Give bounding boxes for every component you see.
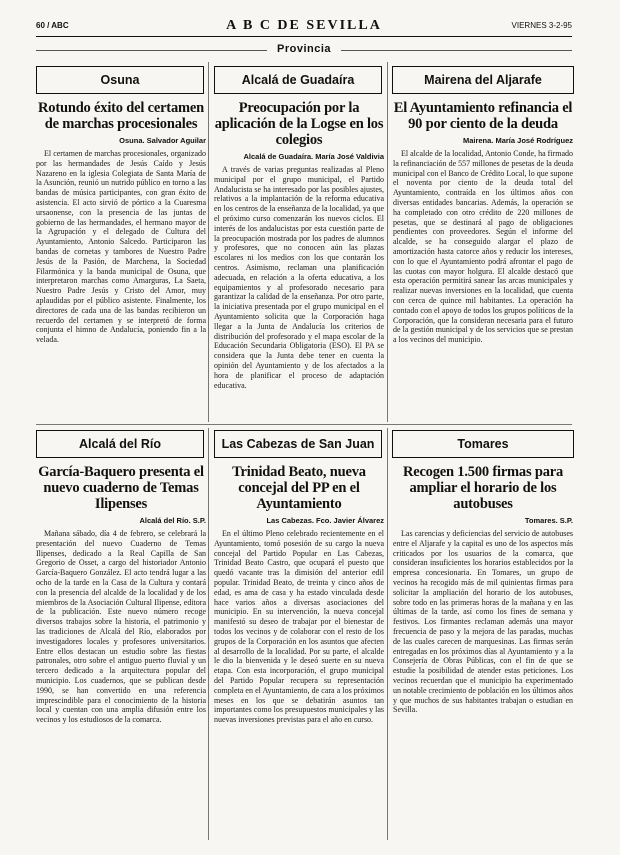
town-label-tomares: Tomares [392,430,574,458]
headline: El Ayuntamiento refinancia el 90 por ciento de la deuda [393,100,573,132]
byline: Tomares. S.P. [524,516,573,525]
article-tomares [393,464,573,838]
header-rule [36,36,572,37]
article-body: Las carencias y deficiencias del servicio de autobuses entre el Aljarafe y la capital es uno de los aspectos más criticados por los usuarios de la comarca, que consideran insuficientes los horarios establecidos por la empresa concesionaria. En Tomares, un grupo de vecinos ha recogido más de mil quinientas firmas para solicitar la ampliación del horario de los autobuses, sobre todo en las primeras horas de la mañana y en las últimas de la tarde, así como los fines de semana y festivos. Los firmantes reclaman además una mayor frecuencia de paso y la mejora de las paradas, muchas de las cuales carecen de marquesinas. Las firmas serán entregadas en los próximos días al Ayuntamiento y a la Consejería de Obras Públicas, con el fin de que se estudie la posibilidad de atender estas peticiones. Los vecinos recuerdan que el municipio ha experimentado un notable crecimiento de población en los últimos años y que muchos de sus habitantes trabajan o estudian en Sevilla. [393,529,573,715]
article-mairena [393,100,573,418]
article-body: A través de varias preguntas realizadas al Pleno municipal por el grupo municipal, el Partido Andalucista se ha interesado por las posibles ajustes, relativos a la implantación de la reforma educativa en los centros de la enseñanza de la localidad, ya que el próximo curso comenzarán los nuevos ciclos. El interés de los andalucistas por esta cuestión parte de la preocupación mostrada por los padres de alumnos y profesores, que no conocen aún las plazas escolares ni los medios con los que contarán los centros. Asimismo, reclaman una planificación adecuada, en relación a la oferta educativa, a los equipamientos y al profesorado necesario para garantizar la calidad de la enseñanza. Por otro parte, la iniciativa presentada por el grupo municipal en el Ayuntamiento solicita que la Corporación haga llegar a la Junta de Andalucía los criterios de distribución del profesorado y el mapa escolar de la Educación Secundaria Obligatoria (ESO). El PA se considera que la Junta debe tener en cuenta la opinión del Ayuntamiento y de los afectados a la hora de planificar el proceso de adaptación educativa. [214,165,384,390]
headline: Preocupación por la aplicación de la Logse en los colegios [214,100,384,148]
column-rule [208,428,209,840]
column-rule [387,62,388,422]
column-rule [387,428,388,840]
article-las-cabezas [214,464,384,838]
headline: Recogen 1.500 firmas para ampliar el horario de los autobuses [402,464,564,512]
byline: Las Cabezas. Fco. Javier Álvarez [266,516,384,525]
town-label-las-cabezas: Las Cabezas de San Juan [214,430,382,458]
page-number: 60 / ABC [36,21,69,30]
column-rule [208,62,209,422]
section-title: Provincia [36,43,572,55]
town-label-alcala-rio: Alcalá del Río [36,430,204,458]
byline: Mairena. María José Rodríguez [462,136,573,145]
article-body: El alcalde de la localidad, Antonio Conde, ha firmado la refinanciación de 557 millones de pesetas de la deuda municipal con el Banco de Crédito Local, lo que supone el noventa por ciento de la deuda total del Ayuntamiento, contraída en los últimos años con diversas entidades bancarias. Además, la operación se ha completado con otro crédito de 220 millones de pesetas, que se destinará al pago de obligaciones pendientes con proveedores. Según el informe del alcalde, se ha conseguido alargar el plazo de amortización hasta catorce años y reducir los intereses, con lo que el Ayuntamiento podrá afrontar el pago de las cuotas con mayor holgura. El alcalde destacó que esta operación permitirá sanear las arcas municipales y realizar nuevas inversiones en la localidad, que cuenta con cerca de quince mil habitantes. La operación ha contado con el apoyo de todos los grupos políticos de la Corporación, que la consideran necesaria para el futuro de la gestión municipal y de los servicios que se prestan a los vecinos del municipio. [393,149,573,345]
article-body: En el último Pleno celebrado recientemente en el Ayuntamiento, tomó posesión de su cargo la nueva concejal del Partido Popular en Las Cabezas, Trinidad Beato Castro, que ocupará el puesto que quedó vacante tras la dimisión del anterior edil popular. Trinidad Beato, de treinta y cinco años de edad, es ama de casa y ha estado vinculada desde hace varios años a diversas asociaciones del municipio. En su intervención, la nueva concejal manifestó su deseo de trabajar por el bienestar de todos los vecinos y de colaborar con el resto de los grupos de la Corporación en los asuntos que afecten al desarrollo de la localidad. Por su parte, el alcalde le dio la bienvenida y le deseó suerte en su nueva etapa. Con esta incorporación, el grupo municipal del Partido Popular recupera su representación completa en el Ayuntamiento, de cara a los próximos meses en los que se debatirán asuntos tan importantes como los presupuestos municipales y las nuevas inversiones previstas para el año en curso. [214,529,384,725]
masthead: A B C DE SEVILLA [226,18,382,33]
article-osuna [36,100,206,418]
headline: Trinidad Beato, nueva concejal del PP en el Ayuntamiento [232,464,366,512]
issue-date: VIERNES 3-2-95 [511,21,572,30]
byline: Osuna. Salvador Aguilar [119,136,206,145]
article-body: Mañana sábado, día 4 de febrero, se celebrará la presentación del nuevo Cuaderno de Temas Ilipenses, dedicado a la Real Capilla de San Gregorio de Osset, a cargo del historiador Antonio García-Baquero González. El acto tendrá lugar a las ocho de la tarde en la Casa de la Cultura y contará con la presencia del alcalde de la localidad y de los miembros de la Asociación Cultural Ilipense, editora de la publicación. Este nuevo número recoge diversos trabajos sobre la historia, el patrimonio y las tradiciones de Alcalá del Río, elaborados por investigadores locales y profesores universitarios. Entre ellos destacan un estudio sobre las fiestas patronales, otro sobre el antiguo puerto fluvial y un tercero dedicado a la arquitectura popular del municipio. Los cuadernos, que se publican desde 1990, se han convertido en una referencia imprescindible para el conocimiento de la historia local y cuentan con una amplia difusión entre los vecinos y los estudiosos de la comarca. [36,529,206,725]
byline: Alcalá de Guadaíra. María José Valdivia [243,152,384,161]
byline: Alcalá del Río. S.P. [139,516,206,525]
article-body: El certamen de marchas procesionales, organizado por las hermandades de Jesús Caído y Jesús Nazareno en la iglesia Colegiata de Santa María de la Asunción, reunió un nutrido público en torno a las bandas de música participantes, con gran éxito de asistencia. El acto sirvió de pórtico a la Cuaresma ursaonense, con la presencia de las juntas de gobierno de las hermandades, el hermano mayor de la Agrupación y el delegado de Cultura del Ayuntamiento, Antonio Salcedo. Participaron las bandas de cornetas y tambores de Nuestro Padre Jesús de la Pasión, de Marchena, la Sociedad Filarmónica y la banda municipal de Osuna, que interpretaron marchas como Amarguras, La Saeta, Nuestro Padre Jesús y Cristo del Amor, muy aplaudidas por el público asistente. Finalmente, los directores de cada una de las bandas recibieron un recuerdo del certamen y se interpretó de forma conjunta el himno de Andalucía, poniendo fin a la velada. [36,149,206,345]
town-label-mairena: Mairena del Aljarafe [392,66,574,94]
headline: García-Baquero presenta el nuevo cuaderno de Temas Ilipenses [38,464,204,512]
town-label-osuna: Osuna [36,66,204,94]
page-header [36,20,572,34]
article-alcala-rio [36,464,206,838]
row-rule [36,424,572,425]
article-alcala-guadaira [214,100,384,418]
headline: Rotundo éxito del certamen de marchas procesionales [38,100,204,132]
town-label-alcala-guadaira: Alcalá de Guadaíra [214,66,382,94]
